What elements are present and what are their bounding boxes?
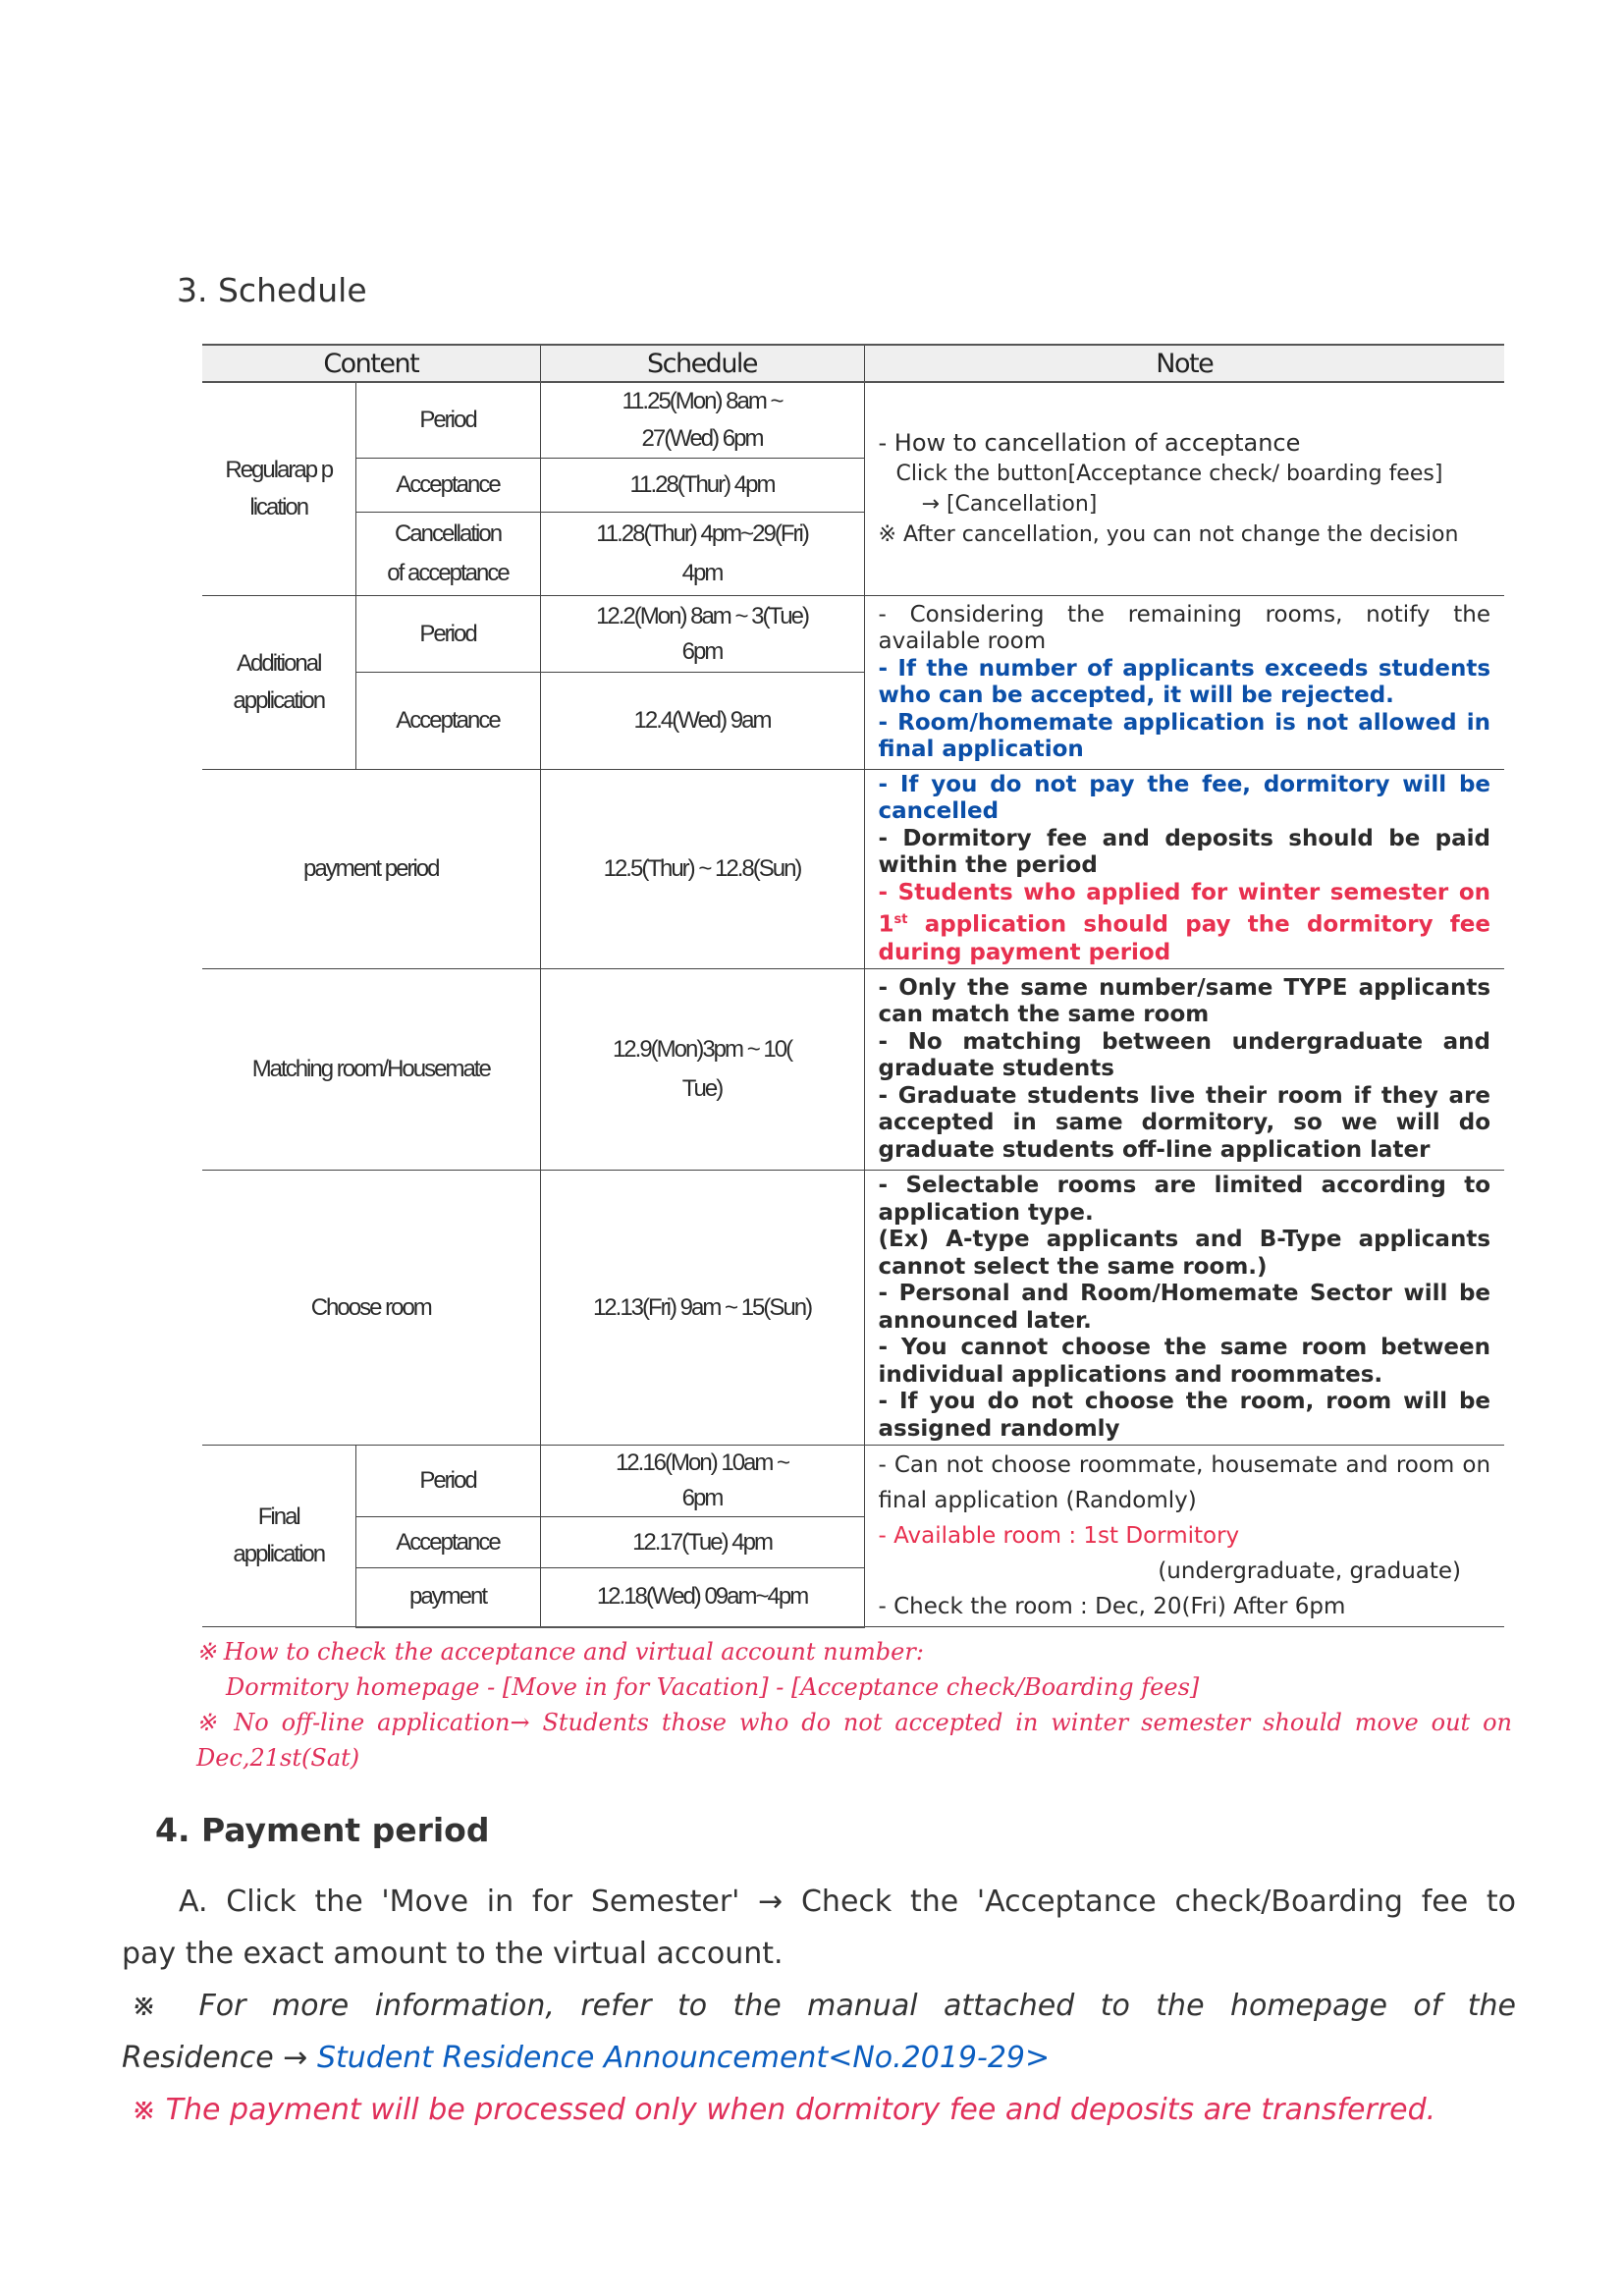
- note-line: - Available room : 1st Dormitory: [878, 1523, 1240, 1549]
- table-row: [202, 969, 1504, 1171]
- note-text: application should pay the dormitory fee during payment period: [878, 912, 1491, 965]
- additional-note: [864, 596, 1504, 770]
- note-line: [879, 880, 1491, 966]
- table-row: [202, 770, 1504, 969]
- sub-label-period: Period: [355, 1446, 540, 1517]
- note-line: (undergraduate, graduate): [1158, 1558, 1462, 1584]
- sub-label-acceptance: Acceptance: [355, 1517, 540, 1568]
- note-line: - Check the room : Dec, 20(Fri) After 6pm: [878, 1594, 1346, 1619]
- final-note: [864, 1446, 1504, 1627]
- header-content: Content: [202, 345, 540, 382]
- sub-label-cancellation: [355, 513, 540, 596]
- header-note: Note: [864, 345, 1504, 382]
- note-line: - No matching between undergraduate and graduate students: [878, 1028, 1491, 1082]
- schedule-line: 12.9(Mon)3pm ~ 10(: [612, 1036, 792, 1063]
- note-line: - If you do not choose the room, room will be assigned randomly: [878, 1389, 1491, 1442]
- note-line: - Can not choose roommate, housemate and room on final application (Randomly): [878, 1452, 1491, 1513]
- label-line: application: [233, 687, 325, 714]
- regular-note: [864, 382, 1504, 596]
- payment-period-label: payment period: [202, 770, 540, 969]
- sub-label-period: Period: [355, 382, 540, 459]
- note-line: (Ex) A-type applicants and B-Type applicants cannot select the same room.): [878, 1227, 1491, 1280]
- announcement-link[interactable]: Student Residence Announcement<No.2019-29>: [316, 2041, 1051, 2075]
- instruction-line: pay the exact amount to the virtual account.: [122, 1937, 784, 1971]
- label-line: of acceptance: [387, 560, 509, 586]
- table-header-row: [202, 345, 1504, 382]
- note-line: - You cannot choose the same room between individual applications and roommates.: [878, 1335, 1491, 1388]
- payment-warning: ※ The payment will be processed only when dormitory fee and deposits are transferred.: [132, 2093, 1436, 2127]
- matching-schedule: [540, 969, 864, 1171]
- regular-period-schedule: [540, 382, 864, 459]
- sub-label-acceptance: Acceptance: [355, 673, 540, 770]
- final-acceptance-schedule: 12.17(Tue) 4pm: [540, 1517, 864, 1568]
- schedule-table: [202, 344, 1504, 1628]
- footnote-check-acceptance: ※ How to check the acceptance and virtual account number:: [196, 1638, 924, 1666]
- note-text: - Students who applied for winter semester on 1: [878, 879, 1491, 939]
- footnote-homepage-path: Dormitory homepage - [Move in for Vacation] - [Acceptance check/Boarding fees]: [226, 1673, 1200, 1701]
- note-line: Click the button[Acceptance check/ boarding fees]: [895, 462, 1443, 486]
- section-3-title: 3. Schedule: [177, 271, 367, 309]
- table-row: [202, 1171, 1504, 1446]
- payment-period-schedule: 12.5(Thur) ~ 12.8(Sun): [540, 770, 864, 969]
- additional-period-schedule: [540, 596, 864, 673]
- schedule-line: 4pm: [681, 560, 723, 586]
- note-line: - Graduate students live their room if they are accepted in same dormitory, so we will do graduate students off-line application later: [878, 1082, 1491, 1163]
- note-line: - If you do not pay the fee, dormitory will be cancelled: [878, 771, 1491, 825]
- note-line: - If the number of applicants exceeds students who can be accepted, it will be rejected.: [878, 655, 1491, 708]
- schedule-line: Tue): [681, 1075, 723, 1102]
- schedule-footnotes: [196, 1634, 1512, 1776]
- schedule-line: 12.2(Mon) 8am ~ 3(Tue): [596, 602, 808, 629]
- choose-room-note: [864, 1171, 1504, 1446]
- sub-label-acceptance: Acceptance: [355, 459, 540, 513]
- payment-note: [864, 770, 1504, 969]
- instruction-line: A. Click the 'Move in for Semester' → Check the 'Acceptance check/Boarding fee to: [179, 1885, 1516, 1919]
- table-row: [202, 1446, 1504, 1517]
- schedule-line: 6pm: [681, 637, 723, 665]
- superscript: st: [893, 912, 908, 928]
- payment-instructions: [122, 1876, 1516, 2136]
- final-application-label: [202, 1446, 355, 1627]
- matching-label: Matching room/Housemate: [202, 969, 540, 1171]
- note-line: - Room/homemate application is not allowed in final application: [878, 709, 1491, 762]
- schedule-line: 6pm: [681, 1485, 723, 1511]
- regular-cancellation-schedule: [540, 513, 864, 596]
- note-line: - Personal and Room/Homemate Sector will be announced later.: [878, 1281, 1491, 1334]
- info-line: [122, 2032, 1516, 2084]
- footnote-no-offline: ※ No off-line application→ Students those who do not accepted in winter semester should move out on Dec,21st(Sat): [196, 1709, 1512, 1772]
- header-schedule: Schedule: [540, 345, 864, 382]
- sub-label-payment: payment: [355, 1568, 540, 1627]
- table-row: [202, 596, 1504, 673]
- group-label-text: Regularap plication: [225, 457, 333, 520]
- label-line: Additional: [237, 650, 321, 677]
- note-line: - Considering the remaining rooms, notify the available room: [878, 601, 1491, 654]
- additional-acceptance-schedule: 12.4(Wed) 9am: [540, 673, 864, 770]
- info-text: Residence →: [122, 2041, 317, 2075]
- note-line: ※ After cancellation, you can not change the decision: [878, 522, 1459, 547]
- label-line: Final: [257, 1503, 299, 1530]
- matching-note: [864, 969, 1504, 1171]
- schedule-line: 11.25(Mon) 8am ~: [622, 388, 783, 414]
- label-line: application: [233, 1541, 325, 1567]
- note-line: - Selectable rooms are limited according to application type.: [878, 1173, 1491, 1226]
- schedule-line: 12.16(Mon) 10am ~: [615, 1449, 789, 1476]
- schedule-line: 11.28(Thur) 4pm~29(Fri): [596, 520, 808, 547]
- section-4-title: 4. Payment period: [155, 1811, 490, 1849]
- choose-room-schedule: 12.13(Fri) 9am ~ 15(Sun): [540, 1171, 864, 1446]
- sub-label-period: Period: [355, 596, 540, 673]
- final-period-schedule: [540, 1446, 864, 1517]
- choose-room-label: Choose room: [202, 1171, 540, 1446]
- note-line: - How to cancellation of acceptance: [878, 429, 1301, 457]
- note-line: → [Cancellation]: [921, 492, 1098, 517]
- schedule-line: 27(Wed) 6pm: [641, 425, 763, 452]
- regular-acceptance-schedule: 11.28(Thur) 4pm: [540, 459, 864, 513]
- table-row: [202, 382, 1504, 459]
- note-line: - Only the same number/same TYPE applicants can match the same room: [878, 974, 1491, 1028]
- regular-application-label: [202, 382, 355, 596]
- additional-application-label: [202, 596, 355, 770]
- info-line: ※ For more information, refer to the manual attached to the homepage of the: [132, 1989, 1516, 2023]
- label-line: Cancellation: [394, 520, 502, 547]
- note-line: - Dormitory fee and deposits should be paid within the period: [878, 825, 1491, 879]
- final-payment-schedule: 12.18(Wed) 09am~4pm: [540, 1568, 864, 1627]
